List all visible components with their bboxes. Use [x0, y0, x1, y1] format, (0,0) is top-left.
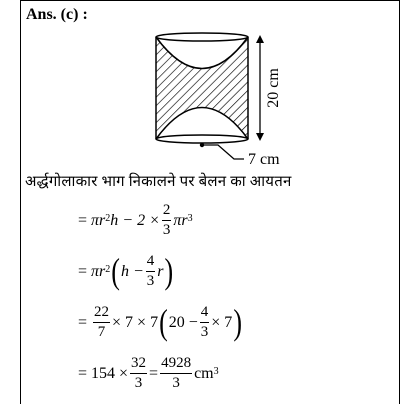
step-4-frac-b-num: 4928 — [160, 356, 192, 374]
step-4-frac-b-den: 3 — [172, 375, 180, 391]
step-4-fraction-b — [160, 356, 192, 391]
radius-leader — [202, 145, 244, 159]
step-1-h-minus: h − 2 × — [110, 211, 160, 229]
step-3-frac-num: 22 — [93, 305, 110, 323]
step-3-inner-a: 20 − — [168, 313, 198, 331]
step-2-frac-den: 3 — [146, 273, 155, 289]
step-1-pir3: πr — [173, 211, 188, 229]
bottom-ellipse — [156, 135, 248, 143]
step-4-frac-num: 32 — [130, 356, 147, 374]
step-4-frac-den: 3 — [134, 375, 143, 391]
step-2-paren-open: ( — [111, 250, 120, 292]
step-2-equals: = — [78, 262, 88, 280]
caption-text: अर्द्धगोलाकार भाग निकालने पर बेलन का आयतन — [25, 174, 292, 190]
answer-heading: Ans. (c) : — [26, 6, 88, 23]
step-3-paren-open: ( — [159, 301, 168, 343]
step-3 — [78, 301, 243, 343]
step-4-lead: = 154 × — [78, 364, 129, 382]
step-2-r: r — [157, 262, 164, 280]
step-2-pir: πr — [91, 262, 106, 280]
step-2: = πr $^2$ ( h − $\frac{4}{3}$ r ) — [78, 250, 174, 292]
step-2-paren-close: ) — [164, 250, 174, 292]
step-3-mid: × 7 × 7 — [112, 313, 159, 331]
step-1-frac-num: 2 — [162, 203, 172, 221]
step-1-frac-den: 3 — [162, 222, 171, 238]
cylinder-figure — [140, 28, 300, 173]
height-arrow-top — [256, 35, 264, 43]
step-3-inner-b: × 7 — [211, 313, 233, 331]
cylinder-diagram — [140, 28, 300, 168]
step-1-pir: πr — [91, 211, 106, 229]
step-3-paren-close: ) — [233, 301, 242, 343]
top-ellipse — [156, 33, 248, 41]
step-2-frac-num: 4 — [146, 254, 156, 272]
step-3-fraction-b — [200, 305, 210, 340]
step-1-fraction — [162, 203, 172, 238]
height-label: 20 cm — [265, 68, 282, 108]
step-4-unit: cm — [194, 364, 214, 382]
height-arrow-bottom — [256, 133, 264, 141]
step-4-fraction-a — [130, 356, 147, 391]
step-1-equals: = — [78, 211, 88, 229]
step-3-fraction-a — [93, 305, 110, 340]
step-3-frac-b-den: 3 — [200, 324, 209, 340]
step-2-fraction — [146, 254, 156, 289]
step-3-frac-den: 7 — [97, 324, 106, 340]
step-3-frac-b-num: 4 — [200, 305, 210, 323]
radius-label: 7 cm — [248, 151, 280, 168]
step-2-h-minus: h − — [120, 262, 144, 280]
step-4-equals: = — [149, 364, 159, 382]
step-1: = πr $^2$ h − 2 × $\frac{2}{3}$ πr $^3$ — [78, 202, 193, 238]
step-3-equals: = — [78, 313, 88, 331]
step-4: = 154 × $\frac{32}{3}$ = $\frac{4928}{3}$ cm $^3$ — [78, 355, 219, 391]
